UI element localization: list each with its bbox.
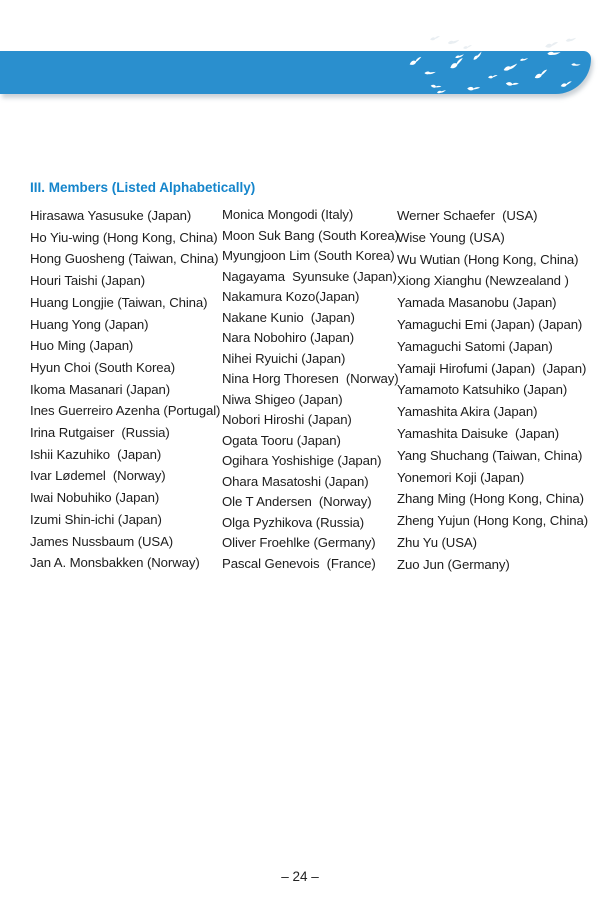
bird-icon: [571, 62, 581, 67]
member-entry: Nagayama Syunsuke (Japan): [222, 268, 397, 284]
member-entry: Moon Suk Bang (South Korea): [222, 227, 399, 243]
member-entry: Houri Taishi (Japan): [30, 273, 146, 289]
member-entry: Oliver Froehlke (Germany): [222, 535, 376, 550]
member-entry: Nihei Ryuichi (Japan): [222, 350, 346, 366]
member-entry: Hong Guosheng (Taiwan, China): [30, 251, 219, 267]
member-entry: Niwa Shigeo (Japan): [222, 391, 343, 407]
section-heading: III. Members (Listed Alphabetically): [30, 180, 256, 195]
bird-icon: [488, 74, 498, 79]
bird-icon: [449, 58, 465, 69]
bird-icon: [472, 51, 484, 60]
member-entry: Zhu Yu (USA): [397, 534, 477, 550]
member-entry: Huang Yong (Japan): [30, 316, 149, 332]
member-entry: Ogata Tooru (Japan): [222, 432, 341, 448]
member-entry: Yamashita Akira (Japan): [397, 404, 538, 420]
member-entry: Nakane Kunio (Japan): [222, 309, 355, 325]
member-entry: Yamamoto Katsuhiko (Japan): [397, 382, 568, 398]
member-entry: Ogihara Yoshishige (Japan): [222, 453, 382, 468]
member-entry: Yamada Masanobu (Japan): [397, 295, 557, 311]
members-column-1: [30, 205, 220, 574]
member-entry: Izumi Shin-ichi (Japan): [30, 511, 162, 527]
member-entry: Xiong Xianghu (Newzealand ): [397, 273, 569, 289]
member-entry: Nara Nobohiro (Japan): [222, 330, 355, 345]
bird-icon: [430, 82, 441, 90]
member-entry: Pascal Genevois (France): [222, 555, 376, 571]
member-entry: Yamashita Daisuke (Japan): [397, 425, 560, 441]
member-entry: Hirasawa Yasusuke (Japan): [30, 208, 192, 223]
member-entry: Yamaguchi Emi (Japan) (Japan): [397, 316, 583, 332]
member-entry: Ho Yiu-wing (Hong Kong, China): [30, 229, 218, 245]
bird-icon: [437, 90, 446, 93]
bird-icon: [505, 79, 518, 88]
member-entry: Myungjoon Lim (South Korea): [222, 248, 395, 263]
member-entry: Huang Longjie (Taiwan, China): [30, 294, 208, 310]
member-entry: Ishii Kazuhiko (Japan): [30, 446, 162, 462]
member-entry: Zuo Jun (Germany): [397, 556, 510, 572]
member-entry: Ivar Lødemel (Norway): [30, 468, 166, 484]
member-entry: Werner Schaefer (USA): [397, 208, 538, 223]
member-entry: Iwai Nobuhiko (Japan): [30, 490, 160, 506]
member-entry: Olga Pyzhikova (Russia): [222, 514, 365, 530]
member-entry: Yang Shuchang (Taiwan, China): [397, 447, 583, 463]
member-entry: Nina Horg Thoresen (Norway): [222, 371, 399, 386]
bird-icon: [547, 50, 560, 57]
member-entry: James Nussbaum (USA): [30, 533, 174, 549]
bird-icon: [463, 45, 471, 49]
page-number: – 24 –: [281, 869, 319, 884]
bird-icon: [448, 40, 459, 44]
member-entry: Jan A. Monsbakken (Norway): [30, 555, 200, 571]
bird-icon: [455, 54, 464, 58]
bird-icon: [560, 81, 572, 87]
member-entry: Ines Guerreiro Azenha (Portugal): [30, 403, 221, 419]
bird-icon: [409, 57, 423, 66]
member-entry: Yamaguchi Satomi (Japan): [397, 338, 553, 354]
member-entry: Ohara Masatoshi (Japan): [222, 473, 369, 489]
bird-icon: [566, 38, 576, 42]
bird-icon: [520, 58, 528, 61]
members-column-2: [222, 205, 399, 574]
bird-icon: [534, 70, 549, 79]
member-entry: Wise Young (USA): [397, 229, 505, 245]
member-entry: Monica Mongodi (Italy): [222, 207, 354, 222]
member-entry: Nobori Hiroshi (Japan): [222, 412, 352, 427]
bird-icon: [424, 70, 436, 76]
members-column-3: [397, 205, 588, 576]
member-entry: Zhang Ming (Hong Kong, China): [397, 491, 584, 507]
member-entry: Hyun Choi (South Korea): [30, 359, 176, 375]
member-entry: Yamaji Hirofumi (Japan) (Japan): [397, 360, 587, 376]
member-entry: Zheng Yujun (Hong Kong, China): [397, 513, 589, 529]
bird-icon: [430, 36, 439, 40]
member-entry: Huo Ming (Japan): [30, 338, 134, 354]
bird-icon: [503, 63, 518, 71]
member-entry: Yonemori Koji (Japan): [397, 469, 525, 485]
member-entry: Nakamura Kozo(Japan): [222, 289, 360, 304]
bird-icon: [545, 42, 557, 47]
member-entry: Ole T Andersen (Norway): [222, 494, 372, 509]
bird-icon: [467, 84, 480, 92]
flying-birds-graphic: [395, 30, 595, 105]
member-entry: Wu Wutian (Hong Kong, China): [397, 251, 579, 267]
member-entry: Ikoma Masanari (Japan): [30, 381, 170, 397]
member-entry: Irina Rutgaiser (Russia): [30, 425, 170, 441]
